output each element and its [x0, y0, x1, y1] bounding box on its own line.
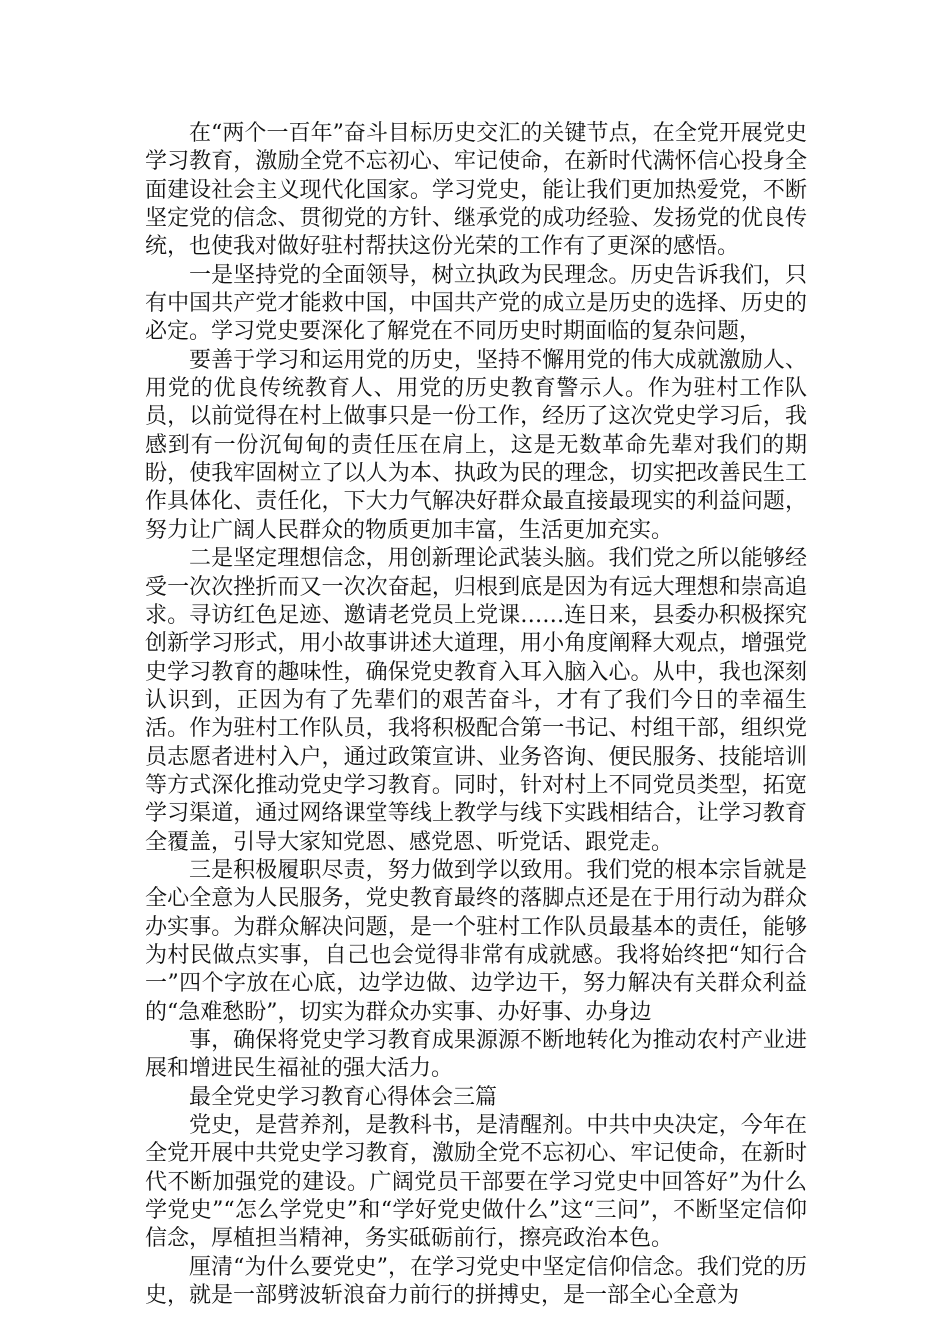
- paragraph-point-two: 二是坚定理想信念，用创新理论武装头脑。我们党之所以能够经受一次次挫折而又一次次奋起，归根到底是因为有远大理想和崇高追求。寻访红色足迹、邀请老党员上党课……连日来，县委办积极探究创新学习形式，用小故事讲述大道理，用小角度阐释大观点，增强党史学习教育的趣味性，确保党史教育入耳入脑入心。从中，我也深刻认识到，正因为有了先辈们的艰苦奋斗，才有了我们今日的幸福生活。作为驻村工作队员，我将积极配合第一书记、村组干部，组织党员志愿者进村入户，通过政策宣讲、业务咨询、便民服务、技能培训等方式深化推动党史学习教育。同时，针对村上不同党员类型，拓宽学习渠道，通过网络课堂等线上教学与线下实践相结合，让学习教育全覆盖，引导大家知党恩、感党恩、听党话、跟党走。: [145, 546, 807, 855]
- paragraph-intro: 在“两个一百年”奋斗目标历史交汇的关键节点，在全党开展党史学习教育，激励全党不忘初心、牢记使命，在新时代满怀信心投身全面建设社会主义现代化国家。学习党史，能让我们更加热爱党，不断坚定党的信念、贯彻党的方针、继承党的成功经验、发扬党的优良传统，也使我对做好驻村帮扶这份光荣的工作有了更深的感悟。: [145, 121, 807, 260]
- paragraph-point-one: 一是坚持党的全面领导，树立执政为民理念。历史告诉我们，只有中国共产党才能救中国，中国共产党的成立是历史的选择、历史的必定。学习党史要深化了解党在不同历史时期面临的复杂问题，: [145, 262, 807, 345]
- paragraph-point-three: 三是积极履职尽责，努力做到学以致用。我们党的根本宗旨就是全心全意为人民服务，党史教育最终的落脚点还是在于用行动为群众办实事。为群众解决问题，是一个驻村工作队员最基本的责任，能够为村民做点实事，自己也会觉得非常有成就感。我将始终把“知行合一”四个字放在心底，边学边做、边学边干，努力解决有关群众利益的“急难愁盼”，切实为群众办实事、办好事、办身边: [145, 857, 807, 1025]
- paragraph-point-one-continued: 要善于学习和运用党的历史，坚持不懈用党的伟大成就激励人、用党的优良传统教育人、用党的历史教育警示人。作为驻村工作队员，以前觉得在村上做事只是一份工作，经历了这次党史学习后，我感到有一份沉甸甸的责任压在肩上，这是无数革命先辈对我们的期盼，使我牢固树立了以人为本、执政为民的理念，切实把改善民生工作具体化、责任化，下大力气解决好群众最直接最现实的利益问题，努力让广阔人民群众的物质更加丰富，生活更加充实。: [145, 347, 807, 543]
- paragraph-section-intro: 党史，是营养剂，是教科书，是清醒剂。中共中央决定，今年在全党开展中共党史学习教育，激励全党不忘初心、牢记使命，在新时代不断加强党的建设。广阔党员干部要在学习党史中回答好”为什么学党史”“怎么学党史”和“学好党史做什么”这“三问”，不断坚定信仰信念，厚植担当精神，务实砥砺前行，擦亮政治本色。: [145, 1113, 807, 1252]
- paragraph-section-first: 厘清“为什么要党史”，在学习党史中坚定信仰信念。我们党的历史，就是一部劈波斩浪奋力前行的拼搏史，是一部全心全意为: [145, 1254, 807, 1309]
- section-heading: 最全党史学习教育心得体会三篇: [189, 1084, 498, 1110]
- document-body: [145, 120, 807, 1310]
- paragraph-point-three-continued: 事，确保将党史学习教育成果源源不断地转化为推动农村产业进展和增进民生福祉的强大活力。: [145, 1028, 807, 1082]
